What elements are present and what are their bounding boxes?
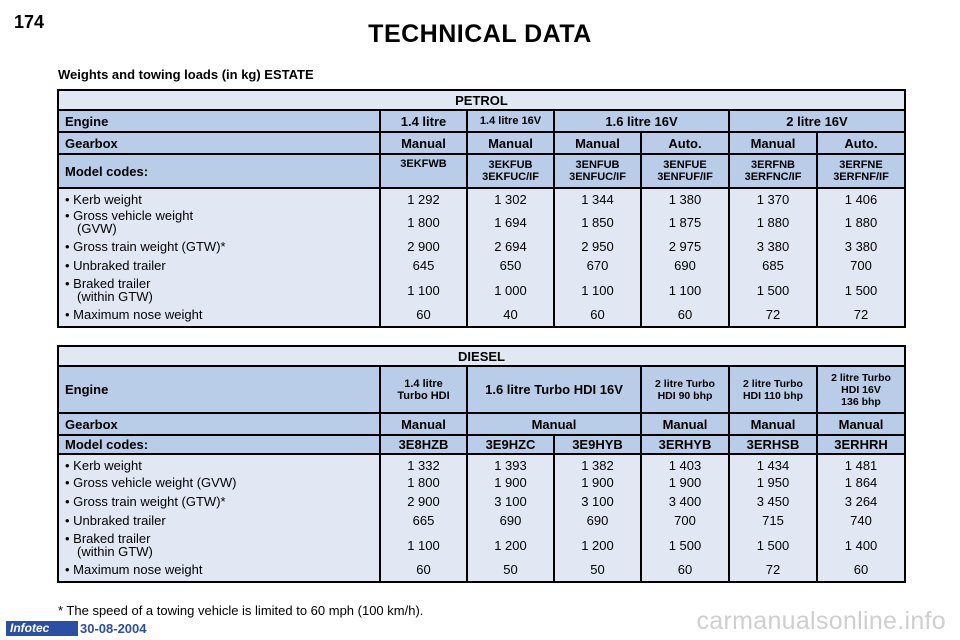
- value-cell: 50: [467, 560, 554, 582]
- petrol-heading: PETROL: [58, 90, 905, 110]
- value-cell: 1 900: [641, 473, 729, 492]
- value-cell: 1 500: [817, 275, 905, 305]
- value-cell: 1 302: [467, 188, 554, 207]
- footnote: * The speed of a towing vehicle is limited to 60 mph (100 km/h).: [58, 603, 424, 618]
- value-cell: 1 800: [380, 473, 467, 492]
- value-cell: 1 406: [817, 188, 905, 207]
- value-cell: 3 400: [641, 492, 729, 511]
- engine-cell: 1.6 litre 16V: [554, 110, 729, 132]
- table-row: [58, 256, 905, 275]
- value-cell: 1 100: [380, 530, 467, 560]
- value-cell: 1 500: [729, 530, 817, 560]
- value-cell: 72: [729, 560, 817, 582]
- value-cell: 715: [729, 511, 817, 530]
- row-label: • Gross train weight (GTW)*: [58, 492, 380, 511]
- table-row: [58, 530, 905, 560]
- table-row: [58, 305, 905, 327]
- row-label: • Maximum nose weight: [58, 305, 380, 327]
- engine-cell: 2 litre Turbo HDI 90 bhp: [641, 366, 729, 413]
- value-cell: 3 100: [467, 492, 554, 511]
- value-cell: 2 900: [380, 237, 467, 256]
- value-cell: 1 380: [641, 188, 729, 207]
- value-cell: 50: [554, 560, 641, 582]
- diesel-table: [57, 345, 906, 583]
- value-cell: 60: [817, 560, 905, 582]
- gearbox-cell: Manual: [817, 413, 905, 435]
- model-code-cell: 3ENFUB 3ENFUC/IF: [554, 154, 641, 188]
- gearbox-cell: Auto.: [641, 132, 729, 154]
- value-cell: 690: [467, 511, 554, 530]
- row-label: • Braked trailer (within GTW): [58, 530, 380, 560]
- value-cell: 1 900: [467, 473, 554, 492]
- value-cell: 1 100: [380, 275, 467, 305]
- value-cell: 72: [817, 305, 905, 327]
- table-row: [58, 454, 905, 473]
- value-cell: 1 382: [554, 454, 641, 473]
- value-cell: 2 950: [554, 237, 641, 256]
- value-cell: 1 500: [641, 530, 729, 560]
- value-cell: 1 800: [380, 207, 467, 237]
- value-cell: 3 380: [729, 237, 817, 256]
- value-cell: 1 694: [467, 207, 554, 237]
- value-cell: 1 850: [554, 207, 641, 237]
- row-label: • Braked trailer (within GTW): [58, 275, 380, 305]
- engine-cell: 1.4 litre 16V: [467, 110, 554, 132]
- gearbox-cell: Auto.: [817, 132, 905, 154]
- value-cell: 1 100: [554, 275, 641, 305]
- row-label: • Maximum nose weight: [58, 560, 380, 582]
- value-cell: 1 900: [554, 473, 641, 492]
- gearbox-label: Gearbox: [58, 132, 380, 154]
- page-number: 174: [14, 12, 45, 32]
- table-row: [58, 511, 905, 530]
- model-code-cell: 3E8HZB: [380, 435, 467, 454]
- value-cell: 60: [554, 305, 641, 327]
- footer-date: 30-08-2004: [80, 621, 147, 636]
- model-code-cell: 3ERHYB: [641, 435, 729, 454]
- value-cell: 665: [380, 511, 467, 530]
- engine-label: Engine: [58, 366, 380, 413]
- row-label: • Kerb weight: [58, 188, 380, 207]
- value-cell: 1 370: [729, 188, 817, 207]
- row-label: • Gross vehicle weight (GVW): [58, 473, 380, 492]
- engine-cell: 2 litre 16V: [729, 110, 905, 132]
- value-cell: 1 200: [467, 530, 554, 560]
- value-cell: 1 332: [380, 454, 467, 473]
- value-cell: 60: [641, 560, 729, 582]
- value-cell: 1 403: [641, 454, 729, 473]
- value-cell: 1 434: [729, 454, 817, 473]
- gearbox-cell: Manual: [641, 413, 729, 435]
- value-cell: 740: [817, 511, 905, 530]
- value-cell: 60: [641, 305, 729, 327]
- value-cell: 72: [729, 305, 817, 327]
- model-codes-label: Model codes:: [58, 154, 380, 188]
- value-cell: 1 393: [467, 454, 554, 473]
- value-cell: 2 975: [641, 237, 729, 256]
- model-code-cell: 3ENFUE 3ENFUF/IF: [641, 154, 729, 188]
- gearbox-cell: Manual: [467, 132, 554, 154]
- gearbox-label: Gearbox: [58, 413, 380, 435]
- value-cell: 3 264: [817, 492, 905, 511]
- table-row: [58, 473, 905, 492]
- diesel-heading: DIESEL: [58, 346, 905, 366]
- value-cell: 60: [380, 305, 467, 327]
- infotec-logo: Infotec: [6, 621, 78, 636]
- value-cell: 1 344: [554, 188, 641, 207]
- table-row: [58, 492, 905, 511]
- row-label: • Kerb weight: [58, 454, 380, 473]
- model-code-cell: 3E9HZC: [467, 435, 554, 454]
- watermark: carmanualsonline.info: [696, 607, 946, 635]
- model-code-cell: 3ERHSB: [729, 435, 817, 454]
- table-row: [58, 560, 905, 582]
- value-cell: 1 500: [729, 275, 817, 305]
- value-cell: 1 481: [817, 454, 905, 473]
- table-row: [58, 275, 905, 305]
- value-cell: 1 000: [467, 275, 554, 305]
- page-title: TECHNICAL DATA: [368, 20, 592, 48]
- model-code-cell: 3ERFNB 3ERFNC/IF: [729, 154, 817, 188]
- gearbox-cell: Manual: [380, 413, 467, 435]
- value-cell: 3 450: [729, 492, 817, 511]
- row-label: • Unbraked trailer: [58, 511, 380, 530]
- value-cell: 645: [380, 256, 467, 275]
- petrol-table: [57, 89, 906, 328]
- value-cell: 1 880: [729, 207, 817, 237]
- gearbox-cell: Manual: [380, 132, 467, 154]
- value-cell: 2 694: [467, 237, 554, 256]
- model-codes-label: Model codes:: [58, 435, 380, 454]
- gearbox-cell: Manual: [729, 132, 817, 154]
- value-cell: 685: [729, 256, 817, 275]
- gearbox-cell: Manual: [467, 413, 641, 435]
- value-cell: 670: [554, 256, 641, 275]
- value-cell: 2 900: [380, 492, 467, 511]
- model-code-cell: 3EKFWB: [380, 154, 467, 188]
- value-cell: 690: [554, 511, 641, 530]
- engine-label: Engine: [58, 110, 380, 132]
- engine-cell: 2 litre Turbo HDI 16V 136 bhp: [817, 366, 905, 413]
- gearbox-cell: Manual: [729, 413, 817, 435]
- value-cell: 1 875: [641, 207, 729, 237]
- engine-cell: 2 litre Turbo HDI 110 bhp: [729, 366, 817, 413]
- value-cell: 40: [467, 305, 554, 327]
- model-code-cell: 3E9HYB: [554, 435, 641, 454]
- row-label: • Gross vehicle weight (GVW): [58, 207, 380, 237]
- value-cell: 690: [641, 256, 729, 275]
- value-cell: 1 400: [817, 530, 905, 560]
- model-code-cell: 3ERFNE 3ERFNF/IF: [817, 154, 905, 188]
- engine-cell: 1.4 litre Turbo HDI: [380, 366, 467, 413]
- value-cell: 1 200: [554, 530, 641, 560]
- gearbox-cell: Manual: [554, 132, 641, 154]
- value-cell: 60: [380, 560, 467, 582]
- engine-cell: 1.6 litre Turbo HDI 16V: [467, 366, 641, 413]
- value-cell: 3 100: [554, 492, 641, 511]
- value-cell: 1 100: [641, 275, 729, 305]
- value-cell: 1 950: [729, 473, 817, 492]
- model-code-cell: 3EKFUB 3EKFUC/IF: [467, 154, 554, 188]
- section-subtitle: Weights and towing loads (in kg) ESTATE: [58, 67, 314, 82]
- value-cell: 700: [641, 511, 729, 530]
- table-row: [58, 188, 905, 207]
- value-cell: 3 380: [817, 237, 905, 256]
- value-cell: 1 864: [817, 473, 905, 492]
- value-cell: 700: [817, 256, 905, 275]
- table-row: [58, 237, 905, 256]
- row-label: • Gross train weight (GTW)*: [58, 237, 380, 256]
- value-cell: 1 292: [380, 188, 467, 207]
- value-cell: 1 880: [817, 207, 905, 237]
- model-code-cell: 3ERHRH: [817, 435, 905, 454]
- engine-cell: 1.4 litre: [380, 110, 467, 132]
- value-cell: 650: [467, 256, 554, 275]
- table-row: [58, 207, 905, 237]
- row-label: • Unbraked trailer: [58, 256, 380, 275]
